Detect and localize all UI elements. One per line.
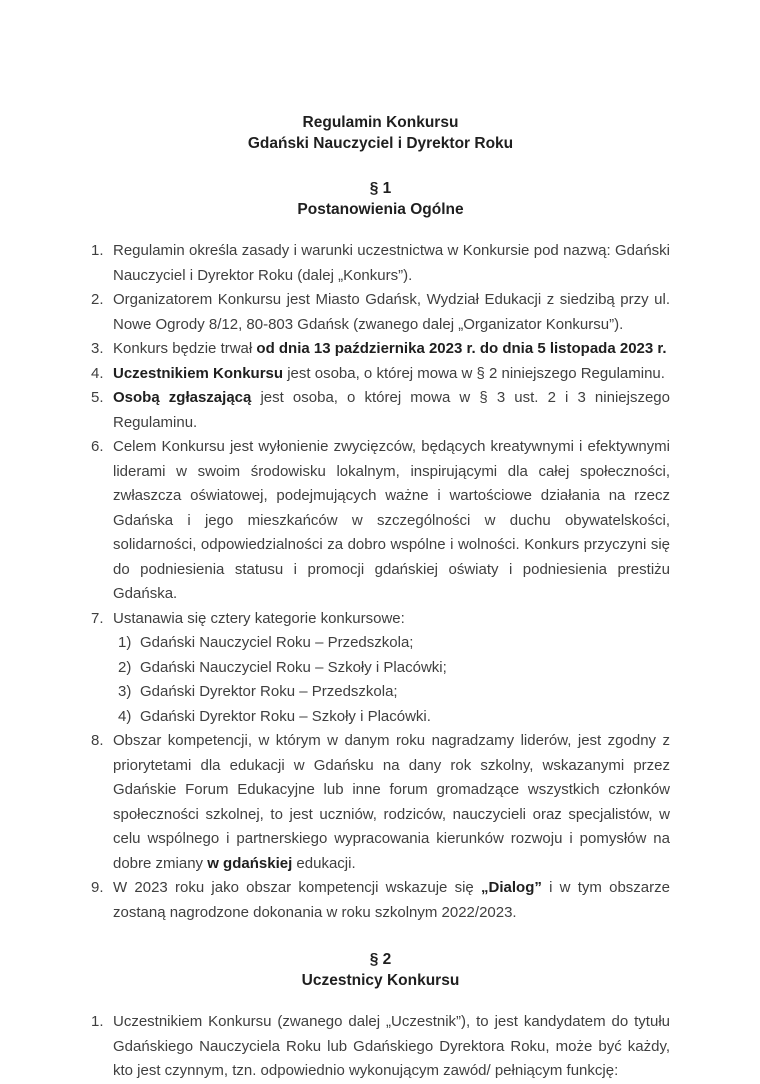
list-item-number: 8. [91, 732, 104, 749]
sub-list-item-number: 2) [118, 658, 132, 676]
document-title-line1: Regulamin Konkursu [302, 114, 459, 131]
sub-list-item-number: 4) [118, 707, 132, 725]
text-segment: Uczestnikiem Konkursu (zwanego dalej „Uczestnik”), to jest kandydatem do tytułu Gdańskiego Nauczyciela Roku lub Gdańskiego Dyrektora Roku, może być każdy, kto jest czynnym, tzn. odpowiednio wykonującym zawód/ pełniącym funkcję: [113, 1013, 670, 1079]
sub-list [118, 631, 670, 729]
text-segment: Regulamin określa zasady i warunki uczestnictwa w Konkursie pod nazwą: Gdański Nauczyciel i Dyrektor Roku (dalej „Konkurs”). [113, 242, 670, 284]
list-item [91, 1010, 670, 1084]
list-item [91, 607, 670, 632]
list-item [91, 362, 670, 387]
text-segment: Obszar kompetencji, w którym w danym roku nagradzamy liderów, jest zgodny z priorytetami dla edukacji w Gdańsku na dany rok szkolny, wskazanymi przez Gdańskie Forum Edukacyjne lub inne forum gromadzące wszystkich członków społeczności szkolnej, to jest uczniów, rodziców, nauczycieli oraz specjalistów, w celu wspólnego i partnerskiego wypracowania kierunków rozwoju i pomysłów na dobre zmiany [113, 732, 670, 872]
sub-list-item [118, 705, 670, 730]
document-body [91, 178, 670, 1084]
sub-list-item-number: 1) [118, 634, 132, 651]
list-item-number: 1. [91, 1013, 104, 1030]
section-number: § 2 [369, 951, 392, 968]
text-segment: Ustanawia się cztery kategorie konkursowe: [113, 609, 405, 627]
section-header [91, 178, 670, 220]
sub-list-item [118, 656, 670, 681]
bold-text-segment: Osobą zgłaszającą [113, 389, 252, 406]
sub-list-item-number: 3) [118, 683, 132, 700]
list-item-text [113, 435, 670, 607]
list-item-number: 3. [91, 340, 104, 357]
list-item-text [113, 876, 670, 925]
list-item [91, 386, 670, 435]
document-section [91, 178, 670, 925]
list-item [91, 288, 670, 337]
list-item-number: 2. [91, 291, 104, 308]
text-segment: i w tym obszarze zostaną nagrodzone dokonania w roku szkolnym 2022/2023. [113, 879, 670, 921]
list-item-text [113, 239, 670, 288]
text-segment: Organizatorem Konkursu jest Miasto Gdańsk, Wydział Edukacji z siedzibą przy ul. Nowe Ogrody 8/12, 80-803 Gdańsk (zwanego dalej „Organizator Konkursu”). [113, 291, 670, 333]
list-item [91, 729, 670, 876]
bold-text-segment: Uczestnikiem Konkursu [113, 364, 284, 382]
list-item [91, 239, 670, 288]
sub-list-item-text: Gdański Nauczyciel Roku – Szkoły i Placówki; [140, 658, 447, 676]
text-segment: jest osoba, o której mowa w § 2 niniejszego Regulaminu. [283, 364, 665, 382]
list-item-text [113, 607, 670, 632]
list-item-number: 5. [91, 389, 104, 406]
list-item-text [113, 1010, 670, 1084]
bold-text-segment: w gdańskiej [207, 854, 293, 872]
list-item [91, 337, 670, 362]
bold-text-segment: „Dialog” [481, 879, 542, 896]
list-item-number: 1. [91, 242, 104, 259]
sub-list-item-text: Gdański Dyrektor Roku – Szkoły i Placówki. [140, 707, 431, 725]
ordered-list [91, 1010, 670, 1084]
document-title-line2: Gdański Nauczyciel i Dyrektor Roku [247, 135, 514, 152]
list-item [91, 435, 670, 607]
bold-text-segment: od dnia 13 października 2023 r. do dnia 5 listopada 2023 r. [256, 340, 667, 357]
section-number: § 1 [369, 180, 392, 197]
list-item-text [113, 362, 670, 387]
list-item-number: 6. [91, 438, 104, 455]
sub-list-item-text: Gdański Nauczyciel Roku – Przedszkola; [140, 634, 414, 651]
list-item-text [113, 729, 670, 876]
document-section [91, 949, 670, 1084]
sub-list-item [118, 631, 670, 656]
list-item-number: 7. [91, 609, 104, 627]
list-item-number: 9. [91, 879, 104, 896]
list-item-text [113, 288, 670, 337]
sub-list-item-text: Gdański Dyrektor Roku – Przedszkola; [140, 683, 398, 700]
text-segment: Celem Konkursu jest wyłonienie zwycięzców, będących kreatywnymi i efektywnymi liderami w swoim środowisku lokalnym, inspirującymi dla całej społeczności, zwłaszcza oświatowej, podejmujących ważne i wartościowe działania na rzecz Gdańska i jego mieszkańców w szczególności w duchu obywatelskości, solidarności, odpowiedzialności za dobro wspólne i wolności. Konkurs przyczyni się do podniesienia statusu i promocji gdańskiej oświaty i podniesienia prestiżu Gdańska. [113, 438, 670, 602]
text-segment: W 2023 roku jako obszar kompetencji wskazuje się [113, 879, 482, 896]
list-item-number: 4. [91, 364, 104, 382]
section-heading: Uczestnicy Konkursu [301, 972, 460, 989]
sub-list-item [118, 680, 670, 705]
section-header [91, 949, 670, 991]
list-item [91, 876, 670, 925]
text-segment: Konkurs będzie trwał [113, 340, 257, 357]
ordered-list [91, 239, 670, 925]
list-item-text [113, 337, 670, 362]
text-segment: edukacji. [292, 854, 356, 872]
list-item-text [113, 386, 670, 435]
text-segment: jest osoba, o której mowa w § 3 ust. 2 i 3 niniejszego Regulaminu. [113, 389, 670, 431]
document-title [91, 112, 670, 154]
section-heading: Postanowienia Ogólne [297, 201, 464, 218]
